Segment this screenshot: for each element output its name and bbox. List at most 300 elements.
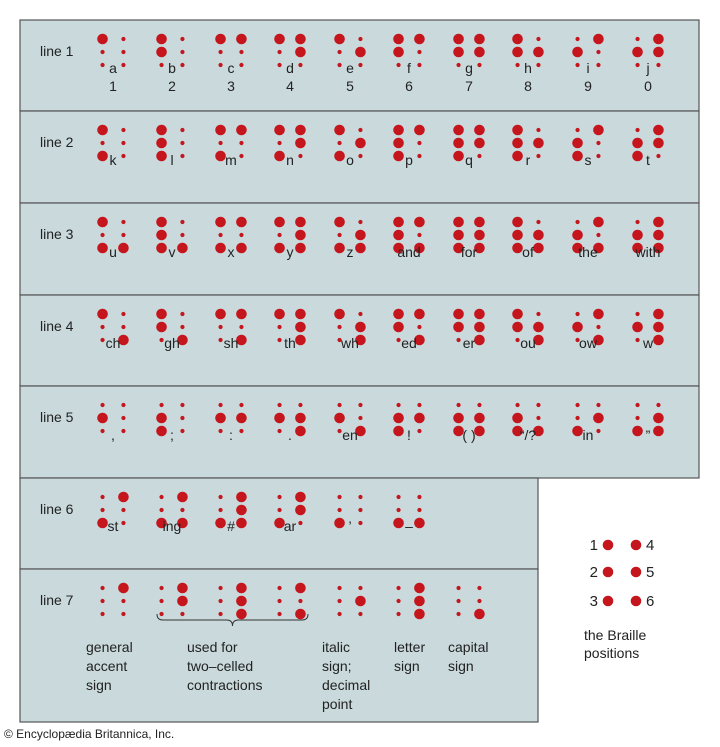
cell-label: 5 bbox=[346, 78, 354, 94]
raised-dot bbox=[474, 413, 485, 424]
empty-dot bbox=[277, 63, 281, 67]
raised-dot bbox=[414, 596, 425, 607]
empty-dot bbox=[396, 586, 400, 590]
empty-dot bbox=[180, 37, 184, 41]
raised-dot bbox=[414, 34, 425, 45]
position-dot bbox=[631, 567, 642, 578]
empty-dot bbox=[635, 63, 639, 67]
empty-dot bbox=[121, 233, 125, 237]
cell-label: 6 bbox=[405, 78, 413, 94]
empty-dot bbox=[218, 50, 222, 54]
empty-dot bbox=[596, 233, 600, 237]
empty-dot bbox=[575, 37, 579, 41]
raised-dot bbox=[572, 47, 583, 58]
raised-dot bbox=[118, 492, 129, 503]
raised-dot bbox=[97, 217, 108, 228]
empty-dot bbox=[277, 599, 281, 603]
position-dot bbox=[603, 596, 614, 607]
empty-dot bbox=[656, 63, 660, 67]
empty-dot bbox=[575, 128, 579, 132]
cell-label: s bbox=[584, 152, 592, 168]
empty-dot bbox=[337, 50, 341, 54]
empty-dot bbox=[337, 586, 341, 590]
cell-label: ; bbox=[170, 427, 174, 443]
caption-text: decimal bbox=[322, 677, 371, 693]
empty-dot bbox=[456, 403, 460, 407]
raised-dot bbox=[572, 230, 583, 241]
cell-label: y bbox=[286, 244, 294, 260]
cell-label: h bbox=[524, 60, 532, 76]
empty-dot bbox=[456, 586, 460, 590]
empty-dot bbox=[159, 599, 163, 603]
raised-dot bbox=[295, 47, 306, 58]
raised-dot bbox=[295, 426, 306, 437]
raised-dot bbox=[474, 426, 485, 437]
empty-dot bbox=[239, 403, 243, 407]
raised-dot bbox=[215, 243, 226, 254]
empty-dot bbox=[218, 508, 222, 512]
cell-label: 7 bbox=[465, 78, 473, 94]
caption-text: accent bbox=[86, 658, 128, 674]
empty-dot bbox=[277, 586, 281, 590]
empty-dot bbox=[337, 508, 341, 512]
empty-dot bbox=[337, 63, 341, 67]
raised-dot bbox=[156, 34, 167, 45]
empty-dot bbox=[180, 233, 184, 237]
empty-dot bbox=[180, 312, 184, 316]
caption-text: general bbox=[86, 639, 133, 655]
empty-dot bbox=[239, 429, 243, 433]
empty-dot bbox=[456, 599, 460, 603]
position-number: 4 bbox=[646, 537, 655, 554]
raised-dot bbox=[653, 217, 664, 228]
raised-dot bbox=[156, 217, 167, 228]
empty-dot bbox=[121, 599, 125, 603]
empty-dot bbox=[100, 141, 104, 145]
empty-dot bbox=[337, 141, 341, 145]
raised-dot bbox=[533, 243, 544, 254]
empty-dot bbox=[635, 312, 639, 316]
caption-text: point bbox=[322, 696, 353, 712]
empty-dot bbox=[337, 495, 341, 499]
legend-caption: the Braille bbox=[584, 627, 647, 643]
raised-dot bbox=[632, 322, 643, 333]
raised-dot bbox=[156, 151, 167, 162]
cell-label: for bbox=[460, 244, 478, 260]
raised-dot bbox=[512, 230, 523, 241]
raised-dot bbox=[295, 505, 306, 516]
cell-label: : bbox=[229, 427, 233, 443]
raised-dot bbox=[236, 413, 247, 424]
empty-dot bbox=[456, 338, 460, 342]
raised-dot bbox=[236, 492, 247, 503]
empty-dot bbox=[100, 63, 104, 67]
cell-label: q bbox=[465, 152, 473, 168]
raised-dot bbox=[295, 609, 306, 620]
cell-label: 4 bbox=[286, 78, 294, 94]
legend-caption: positions bbox=[584, 645, 640, 661]
raised-dot bbox=[334, 243, 345, 254]
cell-label: d bbox=[286, 60, 294, 76]
raised-dot bbox=[156, 230, 167, 241]
raised-dot bbox=[393, 518, 404, 529]
empty-dot bbox=[417, 233, 421, 237]
empty-dot bbox=[159, 63, 163, 67]
empty-dot bbox=[180, 612, 184, 616]
raised-dot bbox=[215, 34, 226, 45]
empty-dot bbox=[417, 141, 421, 145]
caption-text: capital bbox=[448, 639, 489, 655]
raised-dot bbox=[512, 151, 523, 162]
raised-dot bbox=[156, 322, 167, 333]
raised-dot bbox=[274, 34, 285, 45]
raised-dot bbox=[453, 217, 464, 228]
raised-dot bbox=[414, 413, 425, 424]
raised-dot bbox=[632, 426, 643, 437]
cell-label: j bbox=[646, 60, 650, 76]
raised-dot bbox=[156, 125, 167, 136]
empty-dot bbox=[239, 63, 243, 67]
raised-dot bbox=[236, 583, 247, 594]
empty-dot bbox=[100, 338, 104, 342]
raised-dot bbox=[295, 34, 306, 45]
raised-dot bbox=[453, 151, 464, 162]
raised-dot bbox=[156, 426, 167, 437]
empty-dot bbox=[358, 495, 362, 499]
raised-dot bbox=[295, 322, 306, 333]
position-dot bbox=[603, 540, 614, 551]
empty-dot bbox=[477, 599, 481, 603]
empty-dot bbox=[337, 403, 341, 407]
raised-dot bbox=[156, 138, 167, 149]
cell-label: ing bbox=[162, 518, 182, 534]
raised-dot bbox=[512, 138, 523, 149]
cell-label: p bbox=[405, 152, 413, 168]
raised-dot bbox=[177, 583, 188, 594]
empty-dot bbox=[180, 325, 184, 329]
empty-dot bbox=[180, 141, 184, 145]
raised-dot bbox=[572, 138, 583, 149]
raised-dot bbox=[295, 335, 306, 346]
raised-dot bbox=[474, 138, 485, 149]
raised-dot bbox=[215, 413, 226, 424]
empty-dot bbox=[277, 325, 281, 329]
empty-dot bbox=[635, 338, 639, 342]
empty-dot bbox=[180, 63, 184, 67]
empty-dot bbox=[635, 128, 639, 132]
cell-label: # bbox=[227, 518, 235, 534]
raised-dot bbox=[295, 138, 306, 149]
empty-dot bbox=[277, 429, 281, 433]
raised-dot bbox=[334, 413, 345, 424]
position-dot bbox=[631, 540, 642, 551]
raised-dot bbox=[453, 322, 464, 333]
cell-label: i bbox=[586, 60, 590, 76]
raised-dot bbox=[533, 47, 544, 58]
raised-dot bbox=[653, 47, 664, 58]
empty-dot bbox=[596, 154, 600, 158]
raised-dot bbox=[512, 413, 523, 424]
empty-dot bbox=[536, 63, 540, 67]
raised-dot bbox=[334, 309, 345, 320]
empty-dot bbox=[396, 612, 400, 616]
empty-dot bbox=[277, 403, 281, 407]
caption-text: sign bbox=[86, 677, 112, 693]
raised-dot bbox=[236, 34, 247, 45]
empty-dot bbox=[277, 141, 281, 145]
cell-label: in bbox=[582, 427, 594, 443]
raised-dot bbox=[274, 125, 285, 136]
cell-label: of bbox=[522, 244, 534, 260]
raised-dot bbox=[334, 125, 345, 136]
empty-dot bbox=[396, 508, 400, 512]
empty-dot bbox=[121, 220, 125, 224]
empty-dot bbox=[596, 429, 600, 433]
raised-dot bbox=[215, 125, 226, 136]
raised-dot bbox=[512, 125, 523, 136]
raised-dot bbox=[474, 609, 485, 620]
empty-dot bbox=[337, 233, 341, 237]
empty-dot bbox=[515, 403, 519, 407]
cell-label: o bbox=[346, 152, 354, 168]
cell-label: ar bbox=[283, 518, 297, 534]
empty-dot bbox=[121, 521, 125, 525]
empty-dot bbox=[298, 63, 302, 67]
raised-dot bbox=[533, 230, 544, 241]
empty-dot bbox=[456, 612, 460, 616]
empty-dot bbox=[100, 50, 104, 54]
cell-label: t bbox=[646, 152, 650, 168]
empty-dot bbox=[358, 508, 362, 512]
position-dot bbox=[603, 567, 614, 578]
empty-dot bbox=[358, 154, 362, 158]
raised-dot bbox=[393, 125, 404, 136]
caption-text: sign bbox=[394, 658, 420, 674]
raised-dot bbox=[393, 230, 404, 241]
raised-dot bbox=[156, 309, 167, 320]
raised-dot bbox=[156, 413, 167, 424]
raised-dot bbox=[295, 583, 306, 594]
empty-dot bbox=[218, 599, 222, 603]
empty-dot bbox=[477, 403, 481, 407]
cell-label: 9 bbox=[584, 78, 592, 94]
raised-dot bbox=[453, 230, 464, 241]
empty-dot bbox=[417, 325, 421, 329]
empty-dot bbox=[417, 63, 421, 67]
empty-dot bbox=[477, 154, 481, 158]
empty-dot bbox=[100, 508, 104, 512]
empty-dot bbox=[121, 416, 125, 420]
empty-dot bbox=[337, 429, 341, 433]
raised-dot bbox=[177, 243, 188, 254]
empty-dot bbox=[575, 416, 579, 420]
cell-label: . bbox=[288, 427, 292, 443]
empty-dot bbox=[337, 325, 341, 329]
empty-dot bbox=[358, 220, 362, 224]
raised-dot bbox=[414, 518, 425, 529]
caption-text: italic bbox=[322, 639, 351, 655]
empty-dot bbox=[100, 495, 104, 499]
empty-dot bbox=[100, 403, 104, 407]
caption-text: sign; bbox=[322, 658, 352, 674]
raised-dot bbox=[393, 217, 404, 228]
empty-dot bbox=[536, 403, 540, 407]
empty-dot bbox=[536, 128, 540, 132]
empty-dot bbox=[596, 403, 600, 407]
raised-dot bbox=[393, 426, 404, 437]
cell-label: ” bbox=[645, 427, 651, 443]
caption-text: letter bbox=[394, 639, 426, 655]
empty-dot bbox=[121, 312, 125, 316]
caption-text: used for bbox=[187, 639, 238, 655]
raised-dot bbox=[274, 309, 285, 320]
raised-dot bbox=[393, 322, 404, 333]
raised-dot bbox=[512, 322, 523, 333]
raised-dot bbox=[474, 335, 485, 346]
empty-dot bbox=[100, 599, 104, 603]
cell-label: st bbox=[107, 518, 119, 534]
empty-dot bbox=[121, 403, 125, 407]
raised-dot bbox=[295, 492, 306, 503]
cell-label: er bbox=[462, 335, 476, 351]
empty-dot bbox=[180, 416, 184, 420]
cell-label: c bbox=[227, 60, 235, 76]
empty-dot bbox=[121, 154, 125, 158]
empty-dot bbox=[180, 508, 184, 512]
empty-dot bbox=[477, 63, 481, 67]
empty-dot bbox=[536, 154, 540, 158]
empty-dot bbox=[515, 63, 519, 67]
empty-dot bbox=[159, 586, 163, 590]
cell-label: 2 bbox=[168, 78, 176, 94]
position-dot bbox=[631, 596, 642, 607]
empty-dot bbox=[536, 312, 540, 316]
raised-dot bbox=[393, 309, 404, 320]
empty-dot bbox=[656, 403, 660, 407]
raised-dot bbox=[236, 596, 247, 607]
line-label: line 5 bbox=[40, 409, 74, 425]
empty-dot bbox=[180, 50, 184, 54]
empty-dot bbox=[477, 586, 481, 590]
empty-dot bbox=[358, 403, 362, 407]
raised-dot bbox=[97, 413, 108, 424]
raised-dot bbox=[118, 583, 129, 594]
empty-dot bbox=[121, 325, 125, 329]
raised-dot bbox=[274, 151, 285, 162]
raised-dot bbox=[97, 34, 108, 45]
cell-label: n bbox=[286, 152, 294, 168]
braille-positions-legend bbox=[584, 537, 654, 661]
raised-dot bbox=[355, 47, 366, 58]
raised-dot bbox=[414, 609, 425, 620]
raised-dot bbox=[295, 217, 306, 228]
cell-label: k bbox=[109, 152, 117, 168]
empty-dot bbox=[298, 403, 302, 407]
empty-dot bbox=[100, 429, 104, 433]
cell-label: en bbox=[342, 427, 358, 443]
raised-dot bbox=[512, 309, 523, 320]
empty-dot bbox=[358, 312, 362, 316]
empty-dot bbox=[239, 141, 243, 145]
cell-label: f bbox=[407, 60, 411, 76]
empty-dot bbox=[218, 63, 222, 67]
cell-label: x bbox=[227, 244, 235, 260]
raised-dot bbox=[393, 413, 404, 424]
raised-dot bbox=[632, 138, 643, 149]
raised-dot bbox=[653, 413, 664, 424]
cell-label: – bbox=[405, 518, 413, 534]
raised-dot bbox=[474, 47, 485, 58]
raised-dot bbox=[414, 583, 425, 594]
raised-dot bbox=[653, 138, 664, 149]
empty-dot bbox=[100, 325, 104, 329]
empty-dot bbox=[536, 416, 540, 420]
cell-label: the bbox=[578, 244, 598, 260]
cell-label: a bbox=[109, 60, 117, 76]
empty-dot bbox=[358, 416, 362, 420]
cell-label: z bbox=[346, 244, 354, 260]
raised-dot bbox=[414, 309, 425, 320]
raised-dot bbox=[593, 309, 604, 320]
empty-dot bbox=[121, 612, 125, 616]
empty-dot bbox=[358, 521, 362, 525]
raised-dot bbox=[653, 322, 664, 333]
cell-label: 3 bbox=[227, 78, 235, 94]
line-label: line 2 bbox=[40, 134, 74, 150]
empty-dot bbox=[575, 63, 579, 67]
empty-dot bbox=[277, 508, 281, 512]
raised-dot bbox=[414, 217, 425, 228]
raised-dot bbox=[593, 34, 604, 45]
raised-dot bbox=[414, 125, 425, 136]
line-label: line 4 bbox=[40, 318, 74, 334]
empty-dot bbox=[635, 416, 639, 420]
cell-label: with bbox=[635, 244, 661, 260]
raised-dot bbox=[593, 217, 604, 228]
empty-dot bbox=[456, 63, 460, 67]
raised-dot bbox=[453, 125, 464, 136]
empty-dot bbox=[218, 403, 222, 407]
raised-dot bbox=[572, 322, 583, 333]
raised-dot bbox=[236, 609, 247, 620]
empty-dot bbox=[180, 154, 184, 158]
empty-dot bbox=[417, 403, 421, 407]
raised-dot bbox=[236, 505, 247, 516]
empty-dot bbox=[159, 508, 163, 512]
cell-label: ou bbox=[520, 335, 536, 351]
raised-dot bbox=[572, 426, 583, 437]
empty-dot bbox=[396, 63, 400, 67]
raised-dot bbox=[295, 413, 306, 424]
position-number: 5 bbox=[646, 564, 655, 581]
raised-dot bbox=[355, 322, 366, 333]
empty-dot bbox=[358, 612, 362, 616]
position-number: 6 bbox=[646, 593, 655, 610]
raised-dot bbox=[393, 138, 404, 149]
raised-dot bbox=[177, 596, 188, 607]
empty-dot bbox=[100, 233, 104, 237]
raised-dot bbox=[215, 309, 226, 320]
empty-dot bbox=[575, 220, 579, 224]
empty-dot bbox=[596, 325, 600, 329]
raised-dot bbox=[274, 217, 285, 228]
empty-dot bbox=[159, 403, 163, 407]
empty-dot bbox=[575, 403, 579, 407]
raised-dot bbox=[572, 151, 583, 162]
raised-dot bbox=[236, 518, 247, 529]
empty-dot bbox=[121, 37, 125, 41]
empty-dot bbox=[635, 220, 639, 224]
